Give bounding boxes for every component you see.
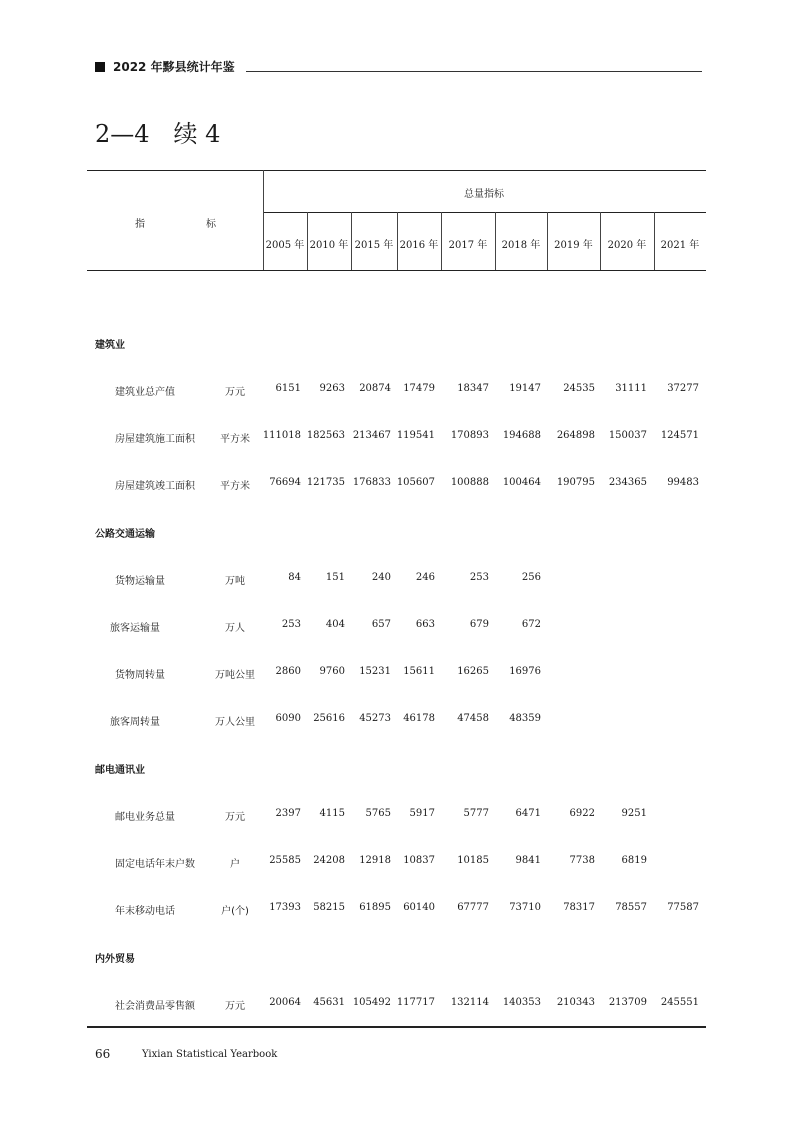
row-indicator-name: 房屋建筑竣工面积 xyxy=(115,481,195,492)
table-cell: 60140 xyxy=(403,902,435,913)
section-heading: 建筑业 xyxy=(95,340,125,351)
year-header: 2018 年 xyxy=(501,240,541,251)
table-cell: 182563 xyxy=(306,430,345,441)
table-cell: 18347 xyxy=(457,383,489,394)
table-cell: 111018 xyxy=(262,430,301,441)
table-cell: 76694 xyxy=(269,477,301,488)
table-cell: 6471 xyxy=(515,808,541,819)
group-header: 总量指标 xyxy=(464,189,504,200)
table-cell: 15611 xyxy=(403,666,435,677)
table-cell: 20874 xyxy=(359,383,391,394)
table-cell: 234365 xyxy=(608,477,647,488)
table-cell: 140353 xyxy=(502,997,541,1008)
footer-text: Yixian Statistical Yearbook xyxy=(142,1049,278,1060)
row-unit: 万人公里 xyxy=(215,717,255,728)
table-cell: 84 xyxy=(288,572,301,583)
table-cell: 4115 xyxy=(319,808,345,819)
table-cell: 264898 xyxy=(556,430,595,441)
row-unit: 平方米 xyxy=(220,481,250,492)
year-header: 2017 年 xyxy=(448,240,488,251)
table-cell: 45273 xyxy=(359,713,391,724)
table-cell: 117717 xyxy=(396,997,435,1008)
table-cell: 78317 xyxy=(563,902,595,913)
table-cell: 12918 xyxy=(359,855,391,866)
page-number: 66 xyxy=(95,1047,111,1061)
table-cell: 47458 xyxy=(457,713,489,724)
table-cell: 19147 xyxy=(509,383,541,394)
table-cell: 194688 xyxy=(502,430,541,441)
table-row xyxy=(0,430,793,446)
stub-divider xyxy=(263,170,264,270)
row-unit: 万元 xyxy=(225,1001,245,1012)
table-cell: 20064 xyxy=(269,997,301,1008)
table-cell: 256 xyxy=(521,572,541,583)
table-cell: 2860 xyxy=(275,666,301,677)
running-header xyxy=(95,58,235,75)
table-cell: 119541 xyxy=(396,430,435,441)
table-cell: 100888 xyxy=(450,477,489,488)
table-cell: 46178 xyxy=(403,713,435,724)
table-cell: 10837 xyxy=(403,855,435,866)
section-heading: 公路交通运输 xyxy=(95,529,155,540)
row-unit: 万元 xyxy=(225,387,245,398)
table-cell: 77587 xyxy=(667,902,699,913)
table-row xyxy=(0,902,793,918)
section-heading: 内外贸易 xyxy=(95,954,135,965)
table-cell: 25585 xyxy=(269,855,301,866)
table-row xyxy=(0,666,793,682)
row-unit: 平方米 xyxy=(220,434,250,445)
table-cell: 679 xyxy=(469,619,489,630)
running-header-text: 2022 年黟县统计年鉴 xyxy=(113,60,235,74)
table-cell: 253 xyxy=(281,619,301,630)
table-cell: 6819 xyxy=(621,855,647,866)
table-cell: 663 xyxy=(415,619,435,630)
table-cell: 17479 xyxy=(403,383,435,394)
table-row xyxy=(0,572,793,588)
table-row xyxy=(0,808,793,824)
table-cell: 213709 xyxy=(608,997,647,1008)
table-cell: 105492 xyxy=(352,997,391,1008)
row-indicator-name: 旅客运输量 xyxy=(110,623,160,634)
row-unit: 万吨公里 xyxy=(215,670,255,681)
table-cell: 245551 xyxy=(660,997,699,1008)
row-indicator-name: 年末移动电话 xyxy=(115,906,175,917)
table-cell: 78557 xyxy=(615,902,647,913)
table-cell: 45631 xyxy=(313,997,345,1008)
table-cell: 7738 xyxy=(569,855,595,866)
section-heading: 邮电通讯业 xyxy=(95,765,145,776)
table-cell: 9263 xyxy=(319,383,345,394)
table-cell: 10185 xyxy=(457,855,489,866)
table-cell: 246 xyxy=(415,572,435,583)
table-cell: 210343 xyxy=(556,997,595,1008)
table-cell: 16265 xyxy=(457,666,489,677)
table-cell: 6090 xyxy=(275,713,301,724)
year-header: 2016 年 xyxy=(399,240,439,251)
table-row xyxy=(0,477,793,493)
table-cell: 240 xyxy=(371,572,391,583)
table-cell: 17393 xyxy=(269,902,301,913)
table-row xyxy=(0,713,793,729)
table-cell: 61895 xyxy=(359,902,391,913)
table-cell: 213467 xyxy=(352,430,391,441)
row-indicator-name: 货物运输量 xyxy=(115,576,165,587)
table-cell: 9760 xyxy=(319,666,345,677)
row-indicator-name: 邮电业务总量 xyxy=(115,812,175,823)
table-cell: 37277 xyxy=(667,383,699,394)
table-cell: 404 xyxy=(325,619,345,630)
table-cell: 151 xyxy=(325,572,345,583)
row-unit: 万吨 xyxy=(225,576,245,587)
square-bullet-icon xyxy=(95,62,105,72)
year-header: 2019 年 xyxy=(554,240,593,251)
table-cell: 25616 xyxy=(313,713,345,724)
row-indicator-name: 建筑业总产值 xyxy=(115,387,175,398)
table-cell: 48359 xyxy=(509,713,541,724)
row-unit: 户(个) xyxy=(221,906,249,917)
table-cell: 9841 xyxy=(515,855,541,866)
year-header: 2021 年 xyxy=(660,240,700,251)
table-cell: 132114 xyxy=(450,997,489,1008)
table-top-rule xyxy=(87,170,706,171)
table-cell: 657 xyxy=(371,619,391,630)
year-header: 2020 年 xyxy=(607,240,647,251)
table-cell: 176833 xyxy=(352,477,391,488)
header-rule xyxy=(246,71,702,72)
table-cell: 190795 xyxy=(556,477,595,488)
table-bottom-rule xyxy=(87,1026,706,1028)
table-cell: 5917 xyxy=(409,808,435,819)
row-indicator-name: 固定电话年末户数 xyxy=(115,859,195,870)
year-header: 2010 年 xyxy=(309,240,349,251)
table-cell: 6922 xyxy=(569,808,595,819)
table-cell: 253 xyxy=(469,572,489,583)
indicator-header-a: 指 xyxy=(135,219,145,230)
indicator-header-b: 标 xyxy=(206,219,216,230)
table-cell: 672 xyxy=(521,619,541,630)
table-cell: 100464 xyxy=(502,477,541,488)
table-cell: 16976 xyxy=(509,666,541,677)
table-cell: 6151 xyxy=(275,383,301,394)
table-cell: 5765 xyxy=(365,808,391,819)
table-cell: 24535 xyxy=(563,383,595,394)
table-cell: 58215 xyxy=(313,902,345,913)
table-cell: 73710 xyxy=(509,902,541,913)
table-title: 2—4 续 4 xyxy=(95,120,221,148)
table-cell: 105607 xyxy=(396,477,435,488)
row-unit: 万元 xyxy=(225,812,245,823)
year-header: 2005 年 xyxy=(265,240,305,251)
table-row xyxy=(0,855,793,871)
year-header: 2015 年 xyxy=(354,240,394,251)
row-unit: 万人 xyxy=(225,623,245,634)
row-indicator-name: 旅客周转量 xyxy=(110,717,160,728)
table-cell: 2397 xyxy=(275,808,301,819)
table-cell: 124571 xyxy=(660,430,699,441)
table-cell: 24208 xyxy=(313,855,345,866)
table-cell: 121735 xyxy=(306,477,345,488)
table-cell: 99483 xyxy=(667,477,699,488)
table-cell: 5777 xyxy=(463,808,489,819)
table-row xyxy=(0,383,793,399)
row-indicator-name: 货物周转量 xyxy=(115,670,165,681)
row-indicator-name: 社会消费品零售额 xyxy=(115,1001,195,1012)
table-cell: 15231 xyxy=(359,666,391,677)
table-cell: 170893 xyxy=(450,430,489,441)
table-cell: 9251 xyxy=(621,808,647,819)
table-cell: 31111 xyxy=(615,383,647,394)
row-unit: 户 xyxy=(230,859,240,870)
table-header-bottom-rule xyxy=(87,270,706,271)
row-indicator-name: 房屋建筑施工面积 xyxy=(115,434,195,445)
table-row xyxy=(0,619,793,635)
table-cell: 150037 xyxy=(608,430,647,441)
group-header-rule xyxy=(263,212,706,213)
table-row xyxy=(0,997,793,1013)
table-cell: 67777 xyxy=(457,902,489,913)
